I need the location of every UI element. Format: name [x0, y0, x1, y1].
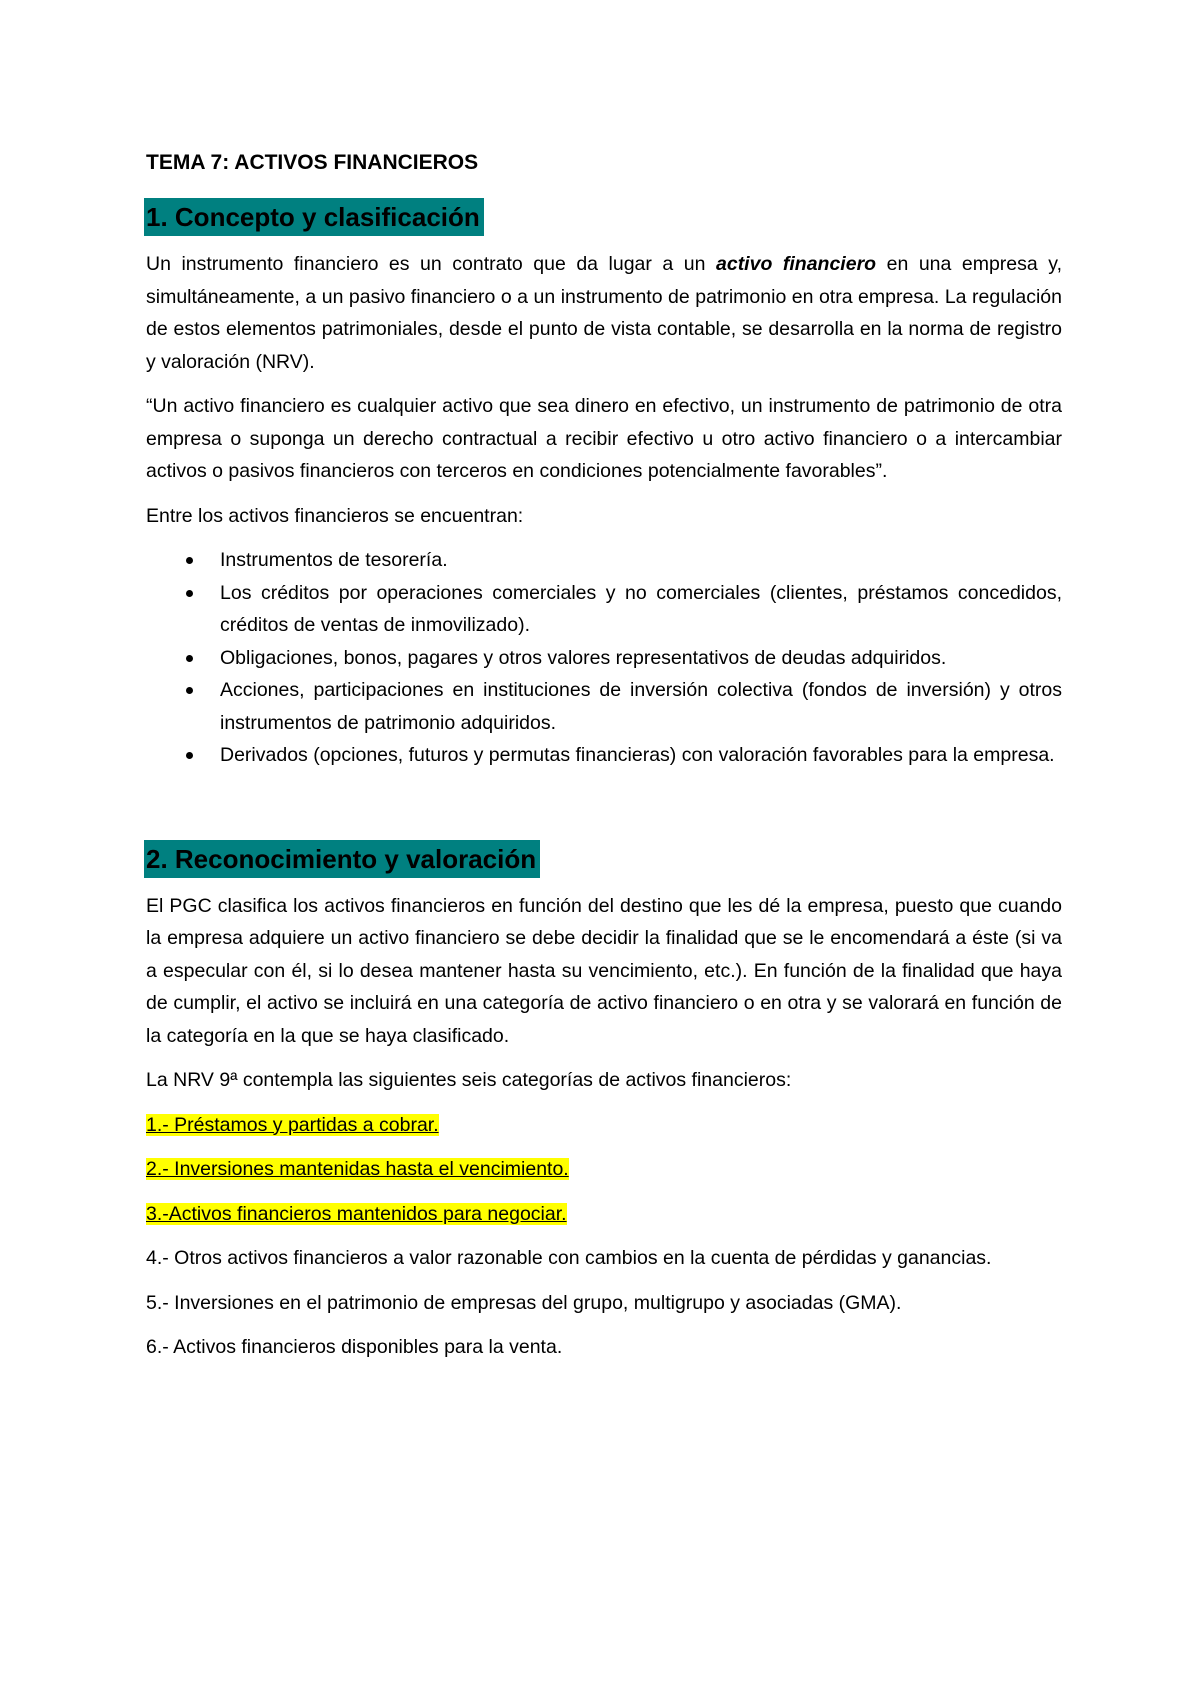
document-page	[146, 148, 1062, 1376]
list-item	[146, 674, 1062, 739]
list-item-text: Los créditos por operaciones comerciales y no comerciales (clientes, préstamos concedidos, créditos de ventas de inmovilizado).	[220, 581, 1062, 636]
emphasized-term: activo financiero	[716, 253, 877, 275]
bullet-icon	[186, 655, 193, 662]
category-item	[146, 1109, 1062, 1142]
section-1-paragraph-1	[146, 248, 1062, 378]
list-item	[146, 642, 1062, 675]
paragraph-text: Un instrumento financiero es un contrato que da lugar a un	[146, 253, 716, 275]
section-1-heading: 1. Concepto y clasificación	[144, 198, 484, 236]
category-item: 6.- Activos financieros disponibles para la venta.	[146, 1336, 563, 1358]
asset-types-list	[146, 544, 1062, 772]
list-item	[146, 577, 1062, 642]
list-item-text: Acciones, participaciones en instituciones de inversión colectiva (fondos de inversión) y otros instrumentos de patrimonio adquiridos.	[220, 679, 1062, 734]
section-spacer	[146, 772, 1062, 840]
list-item	[146, 739, 1062, 772]
section-1-quote: “Un activo financiero es cualquier activo que sea dinero en efectivo, un instrumento de patrimonio de otra empresa o suponga un derecho contractual a recibir efectivo u otro activo financiero o a intercambiar activos o pasivos financieros con terceros en condiciones potencialmente favorables”.	[146, 395, 1062, 482]
highlighted-category: 3.-Activos financieros mantenidos para negociar.	[146, 1202, 567, 1225]
section-2-paragraph-2: La NRV 9ª contempla las siguientes seis categorías de activos financieros:	[146, 1069, 792, 1091]
list-item	[146, 544, 1062, 577]
list-item-text: Obligaciones, bonos, pagares y otros valores representativos de deudas adquiridos.	[220, 646, 947, 669]
category-item	[146, 1198, 1062, 1231]
paragraph-text: en una empresa y, simultáneamente, a un pasivo financiero o a un instrumento de patrimonio en otra empresa. La regulación de estos elementos patrimoniales, desde el punto de vista contable, se desarrolla en la norma de registro y valoración (NRV).	[146, 253, 1062, 373]
list-item-text: Derivados (opciones, futuros y permutas financieras) con valoración favorables para la empresa.	[220, 744, 1055, 766]
bullet-icon	[186, 557, 193, 564]
highlighted-category: 1.- Préstamos y partidas a cobrar.	[146, 1113, 439, 1136]
category-item	[146, 1153, 1062, 1186]
category-item: 4.- Otros activos financieros a valor razonable con cambios en la cuenta de pérdidas y ganancias.	[146, 1247, 992, 1269]
bullet-icon	[186, 687, 193, 694]
list-item-text: Instrumentos de tesorería.	[220, 549, 448, 571]
section-2-heading: 2. Reconocimiento y valoración	[144, 840, 540, 878]
highlighted-category: 2.- Inversiones mantenidas hasta el vencimiento.	[146, 1158, 569, 1180]
bullet-icon	[186, 752, 193, 759]
section-1-list-intro: Entre los activos financieros se encuentran:	[146, 504, 524, 527]
document-title: TEMA 7: ACTIVOS FINANCIEROS	[146, 151, 479, 174]
category-item: 5.- Inversiones en el patrimonio de empresas del grupo, multigrupo y asociadas (GMA).	[146, 1291, 902, 1314]
section-2-paragraph-1: El PGC clasifica los activos financieros en función del destino que les dé la empresa, puesto que cuando la empresa adquiere un activo financiero se debe decidir la finalidad que se le encomendará a éste (si va a especular con él, si lo desea mantener hasta su vencimiento, etc.). En función de la finalidad que haya de cumplir, el activo se incluirá en una categoría de activo financiero o en otra y se valorará en función de la categoría en la que se haya clasificado.	[146, 894, 1062, 1047]
bullet-icon	[186, 590, 193, 597]
